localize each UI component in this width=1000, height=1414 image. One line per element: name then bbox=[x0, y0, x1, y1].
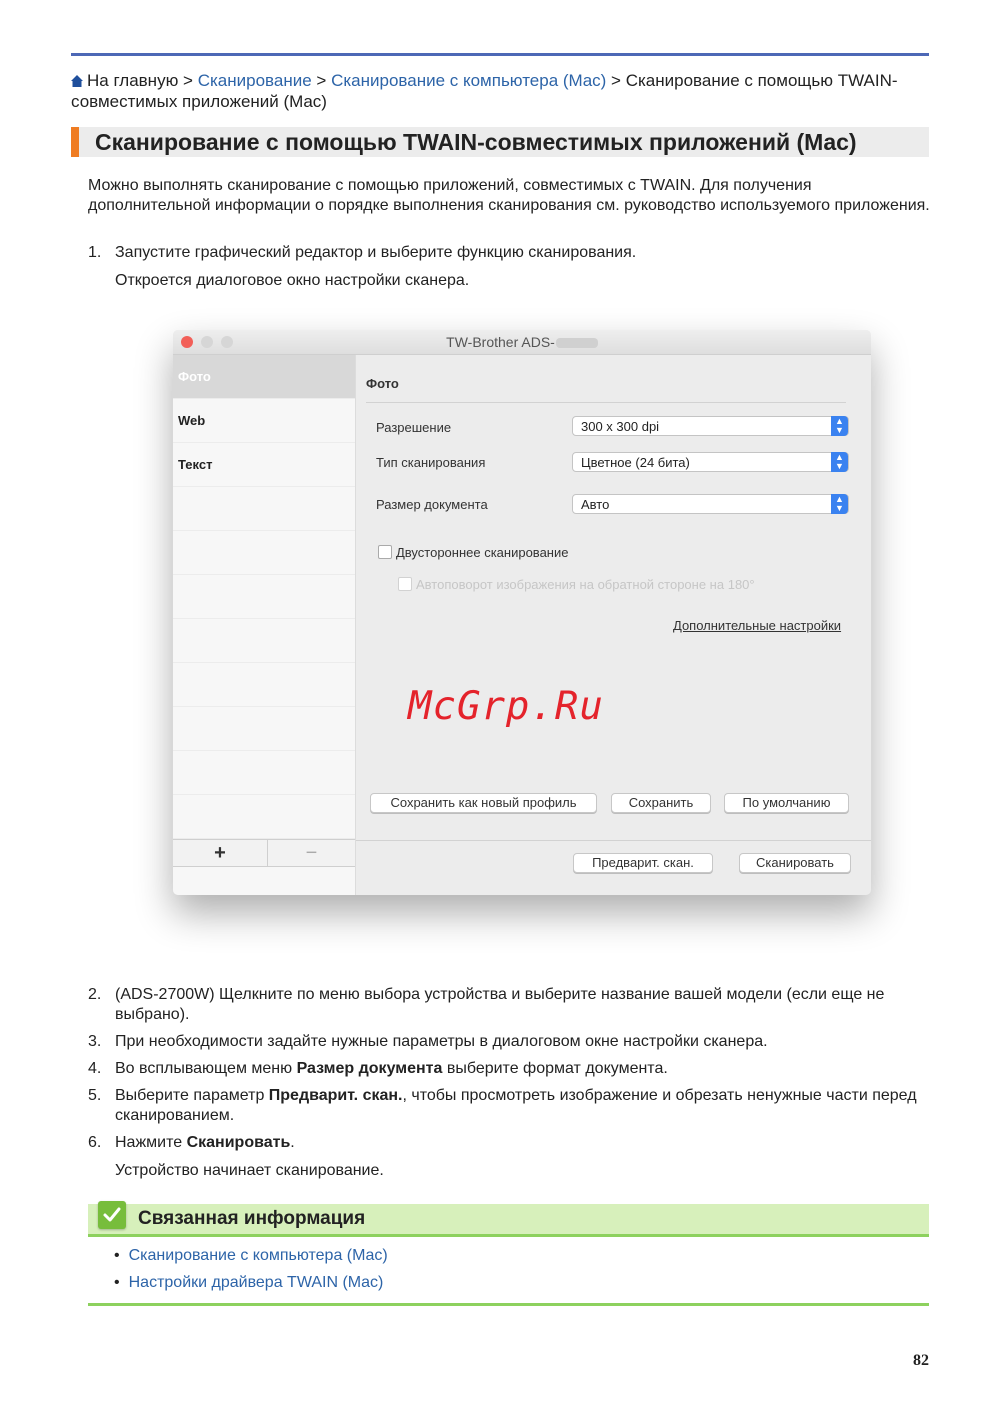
step-text bbox=[115, 1133, 930, 1153]
resolution-select[interactable] bbox=[572, 416, 849, 436]
sidebar-empty-row bbox=[173, 707, 355, 751]
zoom-window-button[interactable] bbox=[221, 336, 233, 348]
step-text-part: . bbox=[290, 1134, 295, 1151]
minimize-window-button[interactable] bbox=[201, 336, 213, 348]
intro-paragraph: Можно выполнять сканирование с помощью приложений, совместимых с TWAIN. Для получения дополнительной информации о порядке выполнения сканирования см. руководство используемого приложения. bbox=[88, 177, 930, 214]
scan-type-value: Цветное (24 бита) bbox=[581, 455, 690, 470]
resolution-label: Разрешение bbox=[376, 420, 452, 435]
step-text bbox=[115, 1059, 930, 1079]
step-5 bbox=[88, 1086, 930, 1126]
sidebar-item-web[interactable] bbox=[173, 399, 355, 443]
step-3 bbox=[88, 1032, 930, 1052]
chevron-updown-icon: ▲ ▼ bbox=[831, 452, 848, 472]
scanner-dialog bbox=[173, 330, 871, 895]
settings-panel-title: Фото bbox=[366, 376, 399, 391]
breadcrumb bbox=[71, 70, 931, 112]
related-link-twain-settings[interactable]: Настройки драйвера TWAIN (Mac) bbox=[128, 1274, 384, 1291]
bullet: • bbox=[114, 1274, 120, 1291]
blurred-model-name bbox=[556, 338, 598, 348]
breadcrumb-link-scan-from-computer[interactable]: Сканирование с компьютера (Mac) bbox=[331, 71, 607, 90]
breadcrumb-separator: > bbox=[311, 71, 332, 90]
sidebar-item-label: Web bbox=[178, 413, 206, 428]
related-link-scan-from-computer[interactable]: Сканирование с компьютера (Mac) bbox=[128, 1247, 388, 1264]
resolution-value: 300 x 300 dpi bbox=[581, 419, 660, 434]
sidebar-item-label: Фото bbox=[178, 369, 211, 384]
defaults-button[interactable]: По умолчанию bbox=[724, 793, 849, 813]
autorotate-checkbox[interactable] bbox=[398, 577, 412, 591]
sidebar-empty-row bbox=[173, 531, 355, 575]
button-name: Сканировать bbox=[186, 1134, 291, 1151]
chevron-updown-icon: ▲ ▼ bbox=[831, 416, 848, 436]
step-text: При необходимости задайте нужные параметры в диалоговом окне настройки сканера. bbox=[115, 1033, 768, 1050]
sidebar-empty-row bbox=[173, 751, 355, 795]
step-1-result: Откроется диалоговое окно настройки сканера. bbox=[115, 272, 470, 289]
step-text-part: Нажмите bbox=[115, 1134, 187, 1151]
dialog-titlebar bbox=[173, 330, 871, 355]
sidebar-empty-row bbox=[173, 795, 355, 839]
divider bbox=[366, 402, 846, 403]
option-name: Предварит. скан. bbox=[268, 1087, 403, 1104]
prescan-button[interactable]: Предварит. скан. bbox=[573, 853, 713, 873]
sidebar-item-text[interactable] bbox=[173, 443, 355, 487]
step-text: Запустите графический редактор и выберите функцию сканирования. bbox=[115, 244, 637, 261]
duplex-checkbox[interactable] bbox=[378, 545, 392, 559]
related-link-item bbox=[114, 1273, 383, 1293]
scan-button[interactable]: Сканировать bbox=[739, 853, 851, 873]
autorotate-label: Автоповорот изображения на обратной стороне на 180° bbox=[416, 577, 755, 592]
watermark: McGrp.Ru bbox=[408, 684, 604, 729]
bullet: • bbox=[114, 1247, 120, 1264]
breadcrumb-separator: > bbox=[606, 71, 626, 90]
scan-type-label: Тип сканирования bbox=[376, 455, 486, 470]
doc-size-select[interactable] bbox=[572, 494, 849, 514]
divider bbox=[356, 840, 871, 841]
step-2 bbox=[88, 985, 930, 1025]
step-number: 5. bbox=[88, 1087, 102, 1104]
scan-type-select[interactable] bbox=[572, 452, 849, 472]
dialog-title: TW-Brother ADS- bbox=[446, 334, 555, 350]
step-text-part: , чтобы просмотреть изображение и обрезать ненужные части перед сканированием. bbox=[115, 1087, 917, 1124]
add-profile-button[interactable]: + bbox=[173, 840, 268, 866]
sidebar-item-label: Текст bbox=[178, 457, 213, 472]
page-number: 82 bbox=[913, 1352, 929, 1369]
step-4 bbox=[88, 1059, 930, 1079]
page-title-bar bbox=[71, 127, 929, 157]
sidebar-empty-row bbox=[173, 619, 355, 663]
step-6-result: Устройство начинает сканирование. bbox=[115, 1162, 384, 1179]
doc-size-value: Авто bbox=[581, 497, 610, 512]
breadcrumb-current: Сканирование с помощью TWAIN-совместимых приложений (Mac) bbox=[71, 71, 898, 111]
save-button[interactable]: Сохранить bbox=[611, 793, 711, 813]
breadcrumb-separator: > bbox=[178, 71, 198, 90]
home-icon[interactable] bbox=[71, 75, 83, 87]
sidebar-item-photo[interactable] bbox=[173, 355, 355, 399]
step-text-part: Выберите параметр bbox=[115, 1087, 269, 1104]
breadcrumb-link-scanning[interactable]: Сканирование bbox=[197, 71, 312, 90]
step-number: 3. bbox=[88, 1033, 102, 1050]
sidebar-empty-row bbox=[173, 487, 355, 531]
step-6 bbox=[88, 1133, 930, 1153]
related-info-header bbox=[88, 1204, 929, 1237]
step-1 bbox=[88, 243, 930, 263]
step-text-part: выберите формат документа. bbox=[442, 1060, 668, 1077]
step-number: 4. bbox=[88, 1060, 102, 1077]
step-text: (ADS-2700W) Щелкните по меню выбора устройства и выберите название вашей модели (если еще не выбрано). bbox=[115, 986, 885, 1023]
checkmark-icon bbox=[98, 1201, 126, 1229]
close-window-button[interactable] bbox=[181, 336, 193, 348]
step-text-part: Во всплывающем меню bbox=[115, 1060, 297, 1077]
sidebar-button-bar bbox=[173, 839, 355, 867]
step-number: 6. bbox=[88, 1134, 102, 1151]
top-rule bbox=[71, 53, 929, 56]
sidebar-empty-row bbox=[173, 663, 355, 707]
related-info-bottom-rule bbox=[88, 1303, 929, 1306]
duplex-label: Двустороннее сканирование bbox=[396, 545, 569, 560]
step-number: 1. bbox=[88, 244, 102, 261]
step-number: 2. bbox=[88, 986, 102, 1003]
advanced-settings-link[interactable]: Дополнительные настройки bbox=[673, 618, 842, 633]
remove-profile-button[interactable]: − bbox=[305, 842, 318, 864]
menu-name: Размер документа bbox=[296, 1060, 443, 1077]
breadcrumb-home[interactable]: На главную bbox=[87, 71, 179, 90]
title-accent-bar bbox=[71, 127, 79, 157]
sidebar-empty-row bbox=[173, 575, 355, 619]
save-new-profile-button[interactable]: Сохранить как новый профиль bbox=[370, 793, 597, 813]
profile-sidebar bbox=[173, 355, 356, 895]
step-text bbox=[115, 1086, 930, 1126]
related-info-title: Связанная информация bbox=[138, 1208, 366, 1229]
page-title: Сканирование с помощью TWAIN-совместимых приложений (Mac) bbox=[95, 129, 857, 155]
related-link-item bbox=[114, 1246, 388, 1266]
chevron-updown-icon: ▲ ▼ bbox=[831, 494, 848, 514]
doc-size-label: Размер документа bbox=[376, 497, 488, 512]
